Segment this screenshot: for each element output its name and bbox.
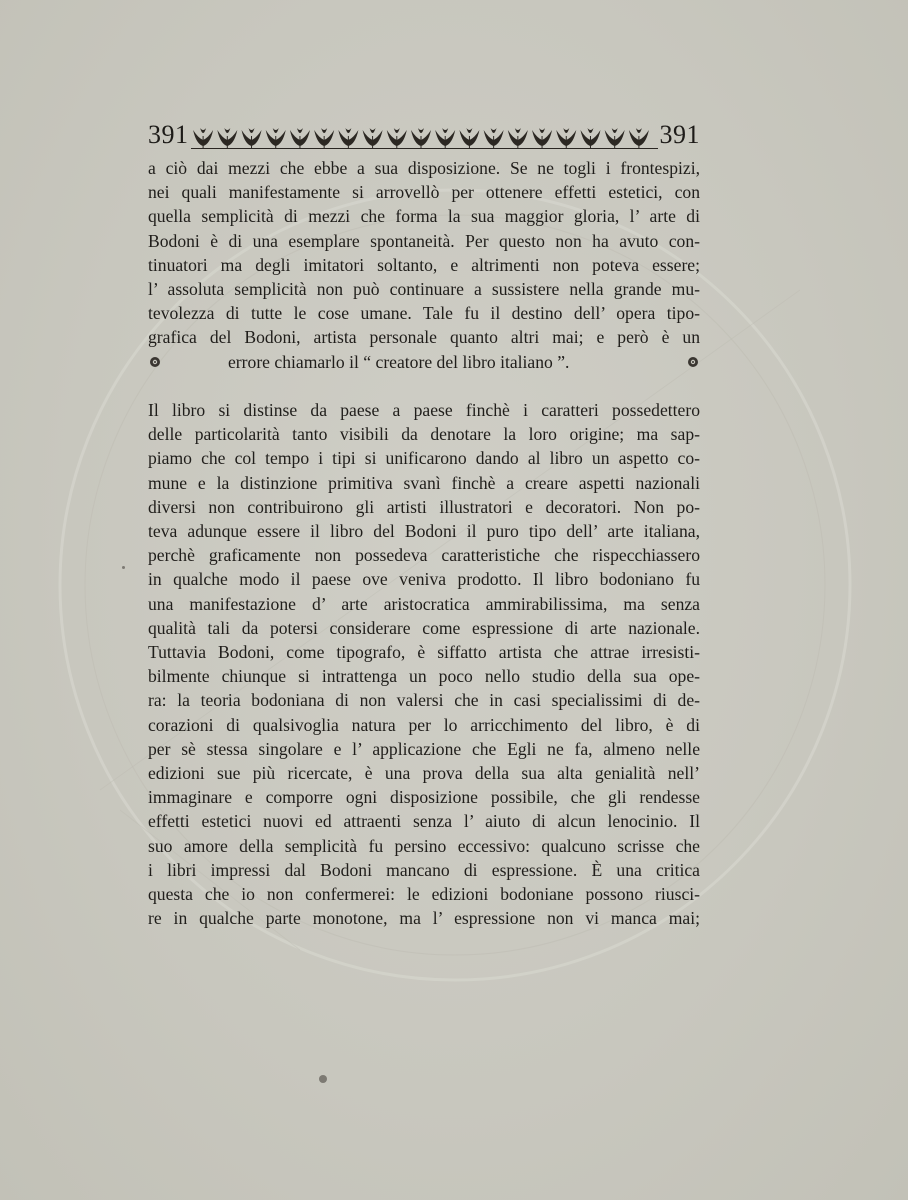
text-line: delle particolarità tanto visibili da denotare la loro origine; ma sap- [148, 424, 700, 445]
text-line: qualità tali da potersi considerare come espressione di arte nazionale. [148, 617, 700, 638]
flower-motif [386, 128, 406, 148]
text-line: i libri impressi dal Bodoni mancano di espressione. È una critica [148, 859, 700, 880]
text-line: in qualche modo il paese ove veniva prodotto. Il libro bodoniano fu [148, 569, 700, 590]
text-line: immaginare e comporre ogni disposizione possibile, che gli rendesse [148, 787, 700, 808]
paragraph-2 [148, 398, 700, 930]
flower-motif [435, 128, 455, 148]
flower-motif [556, 128, 576, 148]
text-line: grafica del Bodoni, artista personale quanto altri mai; e però è un [148, 327, 700, 348]
page-number-left: 391 [148, 120, 189, 149]
text-line: teva adunque essere il libro del Bodoni il puro tipo dell’ arte italiana, [148, 521, 700, 542]
text-line: bilmente chiunque si intrattenga un poco nello studio della sua ope- [148, 666, 700, 687]
paragraph-1 [148, 156, 700, 374]
flower-motif [628, 128, 648, 148]
page-header [148, 118, 700, 152]
text-line: tinuatori ma degli imitatori soltanto, e altrimenti non poteva essere; [148, 254, 700, 275]
flower-motif [338, 128, 358, 148]
rosette-icon-left [148, 355, 162, 369]
text-line: ra: la teoria bodoniana di non valersi che in casi specialissimi di de- [148, 690, 700, 711]
text-line: l’ assoluta semplicità non può continuare a sussistere nella grande mu- [148, 279, 700, 300]
text-line: perchè graficamente non possedeva caratteristiche che rispecchiassero [148, 545, 700, 566]
rosette-icon-right [686, 355, 700, 369]
flower-motif [289, 128, 309, 148]
flower-motif [459, 128, 479, 148]
flower-motif [604, 128, 624, 148]
flower-motif [532, 128, 552, 148]
text-line: edizioni sue più ricercate, è una prova della sua alta genialità nell’ [148, 763, 700, 784]
paragraph-1-closing-text: errore chiamarlo il “ creatore del libro italiano ”. [228, 351, 570, 372]
ink-speck-small [122, 566, 125, 569]
text-line: per sè stessa singolare e l’ applicazione che Egli ne fa, almeno nelle [148, 738, 700, 759]
text-line: Tuttavia Bodoni, come tipografo, è siffatto artista che attrae irresisti- [148, 642, 700, 663]
flower-ornament-icon [191, 124, 651, 148]
flower-motif [265, 128, 285, 148]
text-line: Bodoni è di una esemplare spontaneità. Per questo non ha avuto con- [148, 230, 700, 251]
flower-motif [362, 128, 382, 148]
text-line: questa che io non confermerei: le edizioni bodoniane possono riusci- [148, 884, 700, 905]
flower-motif [483, 128, 503, 148]
text-line: mune e la distinzione primitiva svanì finchè a creare aspetti nazionali [148, 472, 700, 493]
text-line: a ciò dai mezzi che ebbe a sua disposizione. Se ne togli i frontespizi, [148, 158, 700, 178]
text-line: effetti estetici nuovi ed attraenti senza l’ aiuto di alcun lenocinio. Il [148, 811, 700, 832]
text-line: piamo che col tempo i tipi si unificarono dando al libro un aspetto co- [148, 448, 700, 469]
text-line: Il libro si distinse da paese a paese finchè i caratteri possedettero [148, 400, 700, 420]
flower-motif [193, 128, 213, 148]
text-line: corazioni di qualsivoglia natura per lo arricchimento del libro, è di [148, 714, 700, 735]
text-line: nei quali manifestamente si arrovellò per ottenere effetti estetici, con [148, 182, 700, 203]
paragraph-1-last-line [148, 350, 700, 374]
flower-motif [580, 128, 600, 148]
text-line: suo amore della semplicità fu persino eccessivo: qualcuno scrisse che [148, 835, 700, 856]
flower-motif [411, 128, 431, 148]
text-line: tevolezza di tutte le cose umane. Tale fu il destino dell’ opera tipo- [148, 303, 700, 324]
text-line: quella semplicità di mezzi che forma la sua maggior gloria, l’ arte di [148, 206, 700, 227]
text-line: re in qualche parte monotone, ma l’ espressione non vi manca mai; [148, 908, 700, 929]
text-line: una manifestazione d’ arte aristocratica ammirabilissima, ma senza [148, 593, 700, 614]
flower-motif [507, 128, 527, 148]
page-number-right: 391 [659, 120, 700, 149]
text-line: diversi non contribuirono gli artisti illustratori e decoratori. Non po- [148, 496, 700, 517]
flower-motif [241, 128, 261, 148]
ornament-band [191, 122, 658, 149]
flower-motif [314, 128, 334, 148]
flower-motif [217, 128, 237, 148]
ink-speck [319, 1075, 327, 1083]
